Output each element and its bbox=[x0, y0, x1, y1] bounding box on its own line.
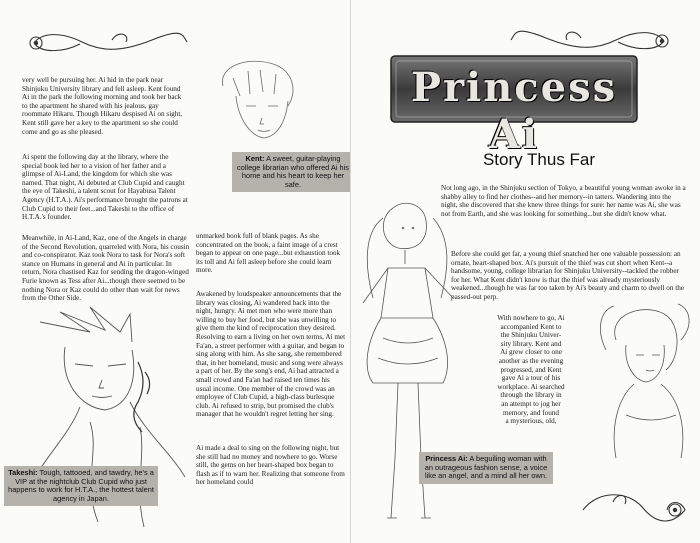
story-paragraph-library bbox=[471, 314, 591, 426]
para3-line-1: With nowhere to go, Ai bbox=[497, 314, 565, 322]
para3-line-11: an attempt to jog her bbox=[501, 399, 561, 408]
kent-caption-text: A sweet, guitar-playing college librarian who offered Ai his home and his heart to keep her safe. bbox=[236, 154, 350, 189]
girl-arms-up-sketch bbox=[586, 300, 700, 460]
flourish-ornament-top-left bbox=[22, 28, 192, 58]
story-paragraph-1: very well be pursuing her. Ai hid in the park near Shinjuku University library and fell asleep. Kent found Ai in the park the following morning and took her back to the apartment he shared with his jealous, gay roommate Hikaru. Though Hikaru despised Ai on sight, Kent still gave her a key to the apartment so she could come and go as she pleased. bbox=[22, 76, 183, 136]
princess-ai-logo bbox=[389, 52, 639, 158]
intro-text: Not long ago, in the Shinjuku section of Tokyo, a beautiful young woman awoke in a shabby alley to find her clothes--and her memory--in tatters. Wandering into the night, she discovered that she knew three things for sure: her name was Ai, she was not from Earth, and she was looking for something...but she didn't know what. bbox=[441, 184, 686, 218]
para3-line-13: a mysterious, old, bbox=[505, 417, 557, 426]
para3-line-3: the Shinjuku Univer- bbox=[500, 331, 562, 340]
para3-line-4: sity library. Kent and bbox=[500, 339, 562, 348]
column2-paragraph-3: Ai made a deal to sing on the following night, but she still had no money and nowhere to go. Worse still, the gems on her heart-shaped box began to flash as if to warn her. Realizing that someone from her homeland could bbox=[196, 444, 345, 487]
flourish-ornament-bottom-right bbox=[573, 480, 693, 530]
para3-line-9: workplace. Ai searched bbox=[497, 382, 565, 391]
logo-title: Princess Ai bbox=[410, 64, 618, 158]
princess-ai-caption-text: A beguiling woman with an outrageous fashion sense, a voice like an angel, and a mind all her own. bbox=[424, 454, 548, 481]
right-page bbox=[350, 0, 700, 543]
princess-ai-fullbody-sketch bbox=[353, 198, 471, 543]
kent-caption-name: Kent: bbox=[245, 154, 265, 163]
kent-portrait-sketch bbox=[188, 56, 338, 151]
para3-line-5: Ai grew closer to one bbox=[500, 348, 562, 357]
story-heading: Story Thus Far bbox=[482, 150, 596, 169]
para3-line-6: another as the evening bbox=[498, 356, 564, 365]
takeshi-caption-text: Tough, tattooed, and tawdry, he's a VIP at the nightclub Club Cupid who just happens to work for H.T.A., the hottest talent agency in Japan. bbox=[8, 468, 154, 503]
column2-paragraph-1: unmarked book full of blank pages. As she concentrated on the book, a faint image of a crest began to appear on one page...but exhaustion took its toll and Ai fell asleep before she could learn more. bbox=[196, 232, 341, 275]
para3-line-12: memory, and found bbox=[502, 408, 560, 417]
takeshi-caption bbox=[4, 466, 158, 506]
princess-ai-caption-name: Princess Ai: bbox=[425, 454, 468, 463]
princess-ai-caption bbox=[419, 452, 553, 484]
column2-paragraph-2: Awakened by loudspeaker announcements that the library was closing, Ai wandered back into the night, hungry. Ai met men who were more than willing to buy her food, but she was unwilling to give them the kind of reciprocation they desired. Resolving to earn a living on her own terms, Ai met Fa'an, a street performer with a guitar, and began to sing along with him. As she sang, she remembered that, in her homeland, music and song were always a part of her. By the song's end, Ai had attracted a small crowd and Fa'an had raised ten times his usual income. One member of the crowd was an employee of Club Cupid, a high-class burlesque club. Ai refused to strip, but promised the club's manager that he wouldn't regret letting her sing. bbox=[196, 290, 346, 419]
para3-line-7: progressed, and Kent bbox=[500, 365, 562, 374]
para3-line-2: accompanied Kent to bbox=[500, 322, 562, 331]
story-paragraph-thief: Before she could get far, a young thief snatched her one valuable possession: an ornate, heart-shaped box. Ai's pursuit of the thief was cut short when Kent--a handsome, young, college librarian for Shinjuku University--tackled the robber for her. What Kent didn't know is that the thief was already mysteriously weakened...though he was far too taken by Ai's beauty and charm to dwell on the passed-out perp. bbox=[451, 250, 685, 301]
kent-caption bbox=[232, 152, 350, 192]
story-paragraph-2: Ai spent the following day at the library, where the special book led her to a vision of her father and a glimpse of Ai-Land, the kingdom for which she was named. That night, Ai debuted at Club Cupid and caught the eye of Takeshi, a talent scout for Hayabusa Talent Agency (H.T.A.). Ai's performance brought the patrons at Club Cupid to their feet...and Takeshi to the office of H.T.A.'s founder. bbox=[22, 153, 188, 222]
para3-line-10: through the library in bbox=[500, 391, 562, 400]
story-paragraph-3: Meanwhile, in Ai-Land, Kaz, one of the Angels in charge of the Second Revolution, quarreled with Nora, his cousin and co-conspirator. Kaz took Nora to task for Nora's soft stance on Humans in general and Ai in particular. In return, Nora chastised Kaz for sending the dragon-winged Furie known as Tess after Ai...though there seemed to be nothing Nora or Kaz could do other than wait for news from the Other Side. bbox=[22, 234, 190, 303]
para3-line-8: gave Ai a tour of his bbox=[501, 374, 561, 383]
takeshi-caption-name: Takeshi: bbox=[8, 468, 38, 477]
intro-paragraph bbox=[441, 184, 687, 218]
